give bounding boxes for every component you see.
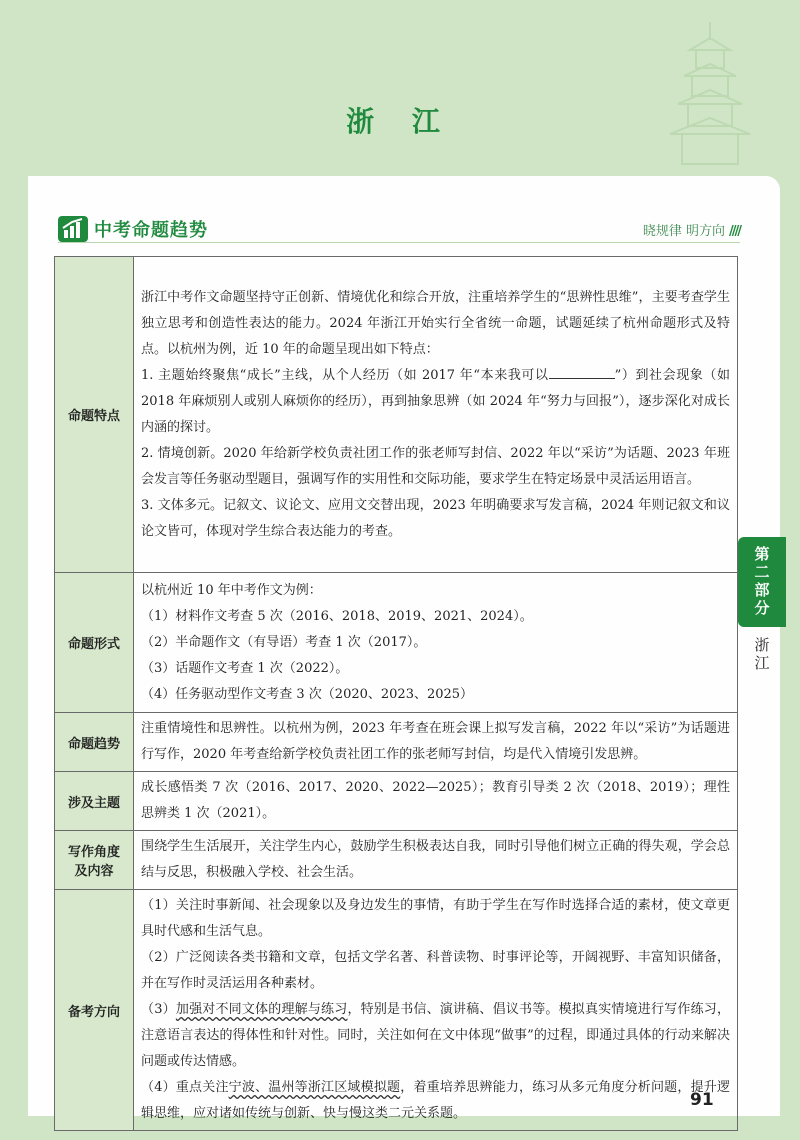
top-banner [0,0,800,176]
content-page [28,176,780,1121]
province-title: 浙 江 [346,105,454,138]
table-row [55,713,738,772]
row-content: 以杭州近 10 年中考作文为例： （1）材料作文考查 5 次（2016、2018、2019、2021、2024）。 （2）半命题作文（有导语）考查 1 次（2017）。 （3）话题作文考查 1 次（2022）。 （4）任务驱动型作文考查 3 次（2020、2023、2025） [134,573,738,713]
emphasis-text: 加强对不同文体的理解与练习 [175,1002,348,1017]
fill-blank [549,364,615,379]
chart-icon [58,216,88,242]
header-divider [58,242,740,243]
table-row [55,890,738,1131]
pagoda-watermark-icon [650,20,770,170]
side-province-label: 浙江 [754,636,770,672]
row-label: 命题形式 [55,573,134,713]
page-number: 91 [690,1090,714,1110]
table-row [55,831,738,890]
trend-table [54,256,738,1131]
row-content: 注重情境性和思辨性。以杭州为例，2023 年考查在班会课上拟写发言稿，2022 年以“采访”为话题进行写作，2020 年考查给新学校负责社团工作的张老师写封信，均是代入情境引发思辨。 [134,713,738,772]
part-tab-label: 第二部分 [754,545,770,617]
row-content: 成长感悟类 7 次（2016、2017、2020、2022—2025）；教育引导类 2 次（2018、2019）；理性思辨类 1 次（2021）。 [134,772,738,831]
subtitle-marker: //// [729,224,740,239]
table-row [55,257,738,573]
row-label: 写作角度 及内容 [55,831,134,890]
row-content: 浙江中考作文命题坚持守正创新、情境优化和综合开放，注重培养学生的“思辨性思维”，主要考查学生独立思考和创造性表达的能力。2024 年浙江开始实行全省统一命题，试题延续了杭州命题形式及特点。以杭州为例，近 10 年的命题呈现出如下特点： 1. 主题始终聚焦“成长”主线，从个人经历（如 2017 年“本来我可以 ”）到社会现象（如 2018 年麻烦别人或别人麻烦你的经历），再到抽象思辨（如 2024 年“努力与回报”），逐步深化对成长内涵的探讨。 2. 情境创新。2020 年给新学校负责社团工作的张老师写封信、2022 年以“采访”为话题、2023 年班会发言等任务驱动型题目，强调写作的实用性和交际功能，要求学生在特定场景中灵活运用语言。 3. 文体多元。记叙文、议论文、应用文交替出现，2023 年明确要求写发言稿，2024 年则记叙文和议论文皆可，体现对学生综合表达能力的考查。 [134,257,738,573]
row-content: （1）关注时事新闻、社会现象以及身边发生的事情，有助于学生在写作时选择合适的素材，使文章更具时代感和生活气息。 （2）广泛阅读各类书籍和文章，包括文学名著、科普读物、时事评论等，开阔视野、丰富知识储备，并在写作时灵活运用各种素材。 （3）加强对不同文体的理解与练习，特别是书信、演讲稿、倡议书等。模拟真实情境进行写作练习，注意语言表达的得体性和针对性。同时，关注如何在文中体现“做事”的过程，即通过具体的行动来解决问题或传达情感。 （4）重点关注宁波、温州等浙江区域模拟题，着重培养思辨能力，练习从多元角度分析问题，提升逻辑思维，应对诸如传统与创新、快与慢这类二元关系题。 [134,890,738,1131]
row-content: 围绕学生生活展开，关注学生内心，鼓励学生积极表达自我，同时引导他们树立正确的得失观，学会总结与反思，积极融入学校、社会生活。 [134,831,738,890]
row-label: 命题特点 [55,257,134,573]
table-row [55,772,738,831]
row-label: 命题趋势 [55,713,134,772]
section-title: 中考命题趋势 [94,220,208,241]
section-subtitle: 晓规律 明方向 //// [642,224,740,239]
emphasis-text: 宁波、温州等浙江区域模拟题 [228,1080,401,1095]
section-header [58,214,208,244]
table-row [55,573,738,713]
part-tab[interactable] [738,537,786,627]
row-label: 涉及主题 [55,772,134,831]
row-label: 备考方向 [55,890,134,1131]
